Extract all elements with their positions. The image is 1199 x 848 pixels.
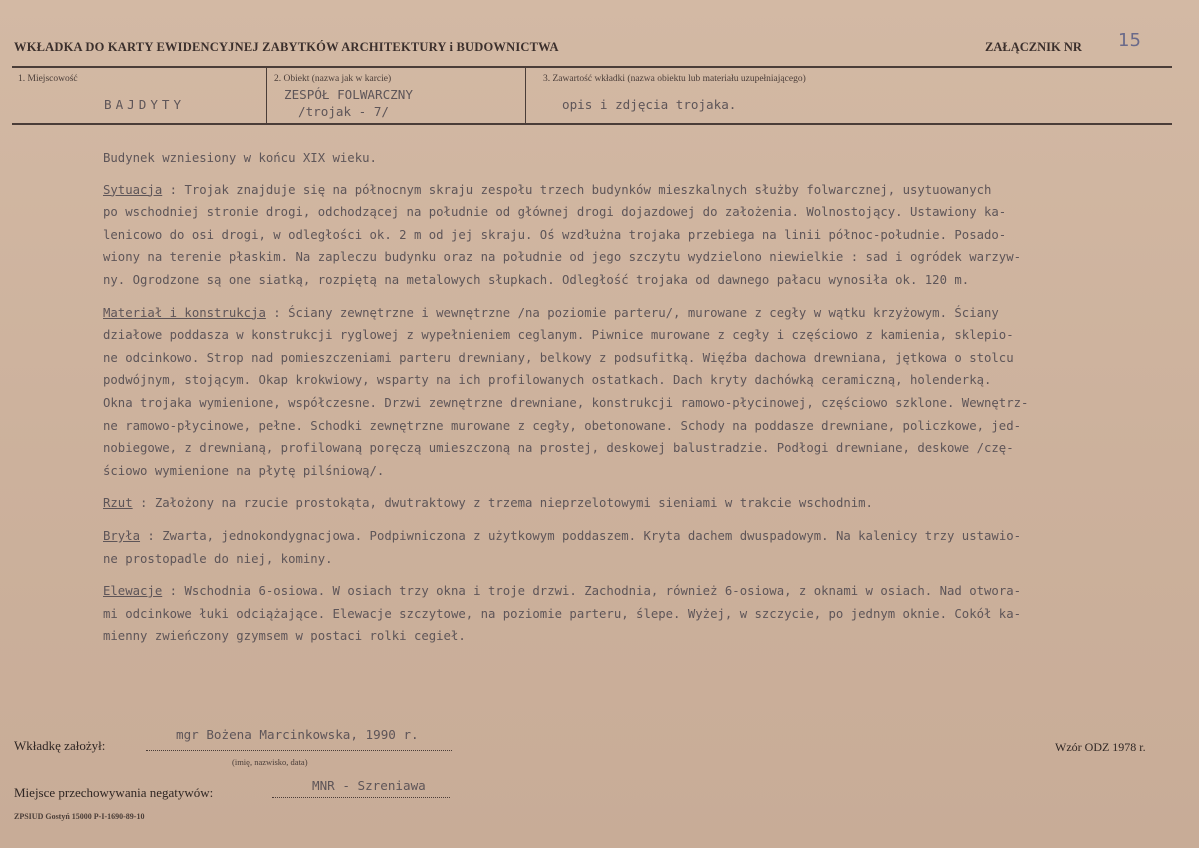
section-heading: Elewacje [103,584,163,599]
section-heading: Rzut [103,496,133,511]
section-heading: Bryła [103,528,141,543]
section-text: : Ściany zewnętrzne i wewnętrzne /na poziomie parteru/, murowane z cegły w wątku krzyżowym. Ściany działowe poddasza w konstrukcji ryglowej z wypełnieniem ceglanym. Piwnice murowane z cegły i częściowo z kamienia, sklepio- ne odcinkowo. Strop nad pomieszczeniami parteru drewniany, belkowy z podsufitką. Więźba dachowa drewniana, jętkowa o stolcu podwójnym, stojącym. Okap krokwiowy, wsparty na ich profilowanych ostatkach. Dach kryty dachówką ceramiczną, holenderką. Okna trojaka wymienione, współczesne. Drzwi zewnętrzne drewniane, konstrukcji ramowo-płycinowej, częściowo szklone. Wewnętrz- ne ramowo-płycinowe, pełne. Schodki zewnętrzne murowane z cegły, obetonowane. Schody na poddasze drewniane, policzkowe, jed- nobiegowe, z drewnianą, profilowaną poręczą umieszczoną na prostej, deskowej balustradzie. Podłogi drewniane, deskowe /czę- ściowo wymienione na płytę pilśniową/. [103,305,1029,478]
attachment-number: 15 [1118,30,1141,51]
field-contents-label: 3. Zawartość wkładki (nazwa obiektu lub materiału uzupełniającego) [543,74,806,84]
field-divider-2 [525,67,526,124]
intro-paragraph: Budynek wzniesiony w końcu XIX wieku. [103,151,377,165]
print-info: ZPSIUD Gostyń 15000 P-I-1690-89-10 [14,812,145,821]
section-heading: Materiał i konstrukcja [103,305,266,320]
header-rule-top [12,66,1172,68]
author-value: mgr Bożena Marcinkowska, 1990 r. [176,727,419,742]
section-text: : Trojak znajduje się na północnym skraju zespołu trzech budynków mieszkalnych służby folwarcznej, usytuowanych po wschodniej stronie drogi, odchodzącej na południe od głównej drogi dojazdowej do założenia. Wolnostojący. Ustawiony ka- lenicowo do osi drogi, w odległości ok. 2 m od jej skraju. Oś wzdłużna trojaka przebiega na linii północ-południe. Posado- wiony na terenie płaskim. Na zapleczu budynku oraz na południe od jego szczytu wydzielono niewielkie : sad i ogródek warzyw- ny. Ogrodzone są one siatką, rozpiętą na metalowych słupkach. Odległość trojaka od dawnego pałacu wynosiła ok. 120 m. [103,182,1022,287]
section-material [103,302,1163,483]
author-caption: (imię, nazwisko, data) [232,757,308,767]
header-rule-bottom [12,123,1172,125]
attachment-label: ZAŁĄCZNIK NR [985,40,1082,54]
section-massing [103,525,1163,570]
card-title: WKŁADKA DO KARTY EWIDENCYJNEJ ZABYTKÓW ARCHITEKTURY i BUDOWNICTWA [14,40,559,54]
section-text: : Zwarta, jednokondygnacjowa. Podpiwniczona z użytkowym poddaszem. Kryta dachem dwuspadowym. Na kalenicy trzy ustawio- ne prostopadle do niej, kominy. [103,528,1022,566]
section-plan [103,492,1163,515]
author-dotted-line [146,750,452,751]
section-text: : Wschodnia 6-osiowa. W osiach trzy okna i troje drzwi. Zachodnia, również 6-osiowa, z oknami w osiach. Nad otwora- mi odcinkowe łuki odciążające. Elewacje szczytowe, na poziomie parteru, ślepe. Wyżej, w szczycie, po jednym oknie. Cokół ka- mienny zwieńczony gzymsem w postaci rolki cegieł. [103,584,1022,644]
form-template-label: Wzór ODZ 1978 r. [1055,740,1146,754]
section-elevations [103,580,1163,648]
field-object-value-line2: /trojak - 7/ [298,104,389,119]
field-divider-1 [266,67,267,124]
author-label: Wkładkę założył: [14,738,106,753]
field-location-value: BAJDYTY [104,97,186,112]
section-text: : Założony na rzucie prostokąta, dwutraktowy z trzema nieprzelotowymi sieniami w trakcie wschodnim. [132,496,873,511]
section-situation [103,179,1163,292]
negatives-value: MNR - Szreniawa [312,778,426,793]
field-object-label: 2. Obiekt (nazwa jak w karcie) [274,74,392,84]
negatives-dotted-line [272,797,450,798]
field-contents-value: opis i zdjęcia trojaka. [562,97,737,112]
description-body [103,147,1163,658]
section-heading: Sytuacja [103,182,163,197]
field-location-label: 1. Miejscowość [18,74,78,84]
field-object-value-line1: ZESPÓŁ FOLWARCZNY [284,87,413,102]
negatives-label: Miejsce przechowywania negatywów: [14,785,214,800]
